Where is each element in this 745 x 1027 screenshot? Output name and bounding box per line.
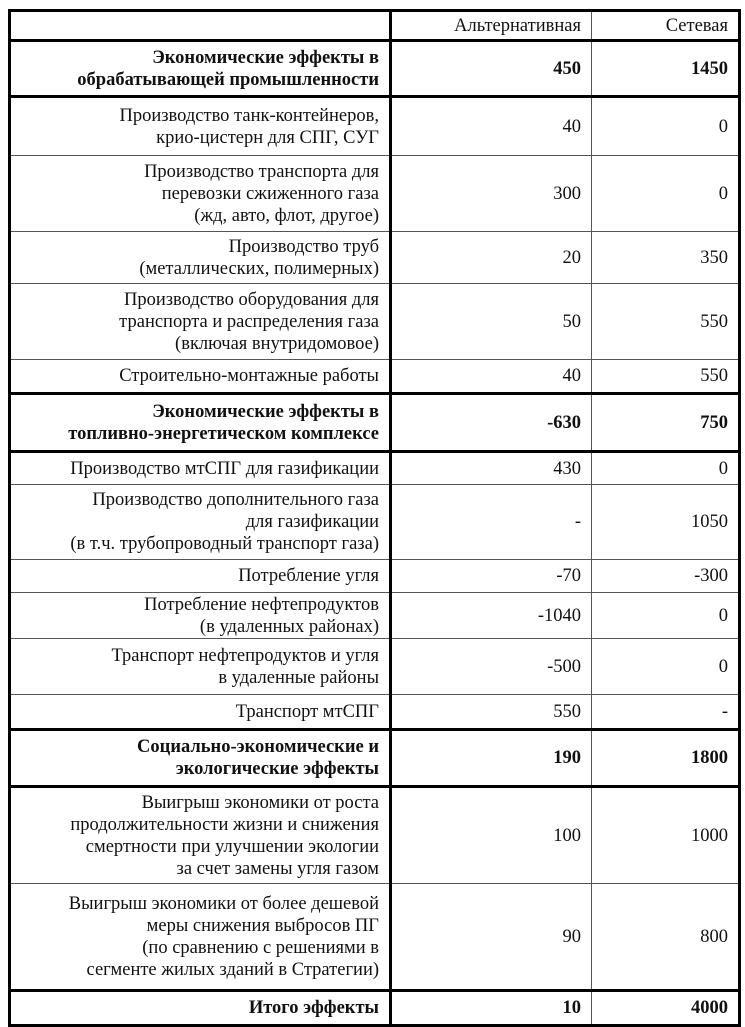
row-label-line: (в удаленных районах) — [199, 616, 379, 637]
row-label-line: Производство транспорта для — [144, 161, 379, 182]
network-value: 0 — [592, 593, 740, 639]
alternative-value: 100 — [391, 787, 592, 884]
row-label-line: Транспорт мтСПГ — [235, 701, 379, 722]
alternative-value: -630 — [391, 394, 592, 452]
network-value: 0 — [592, 639, 740, 695]
table-row — [10, 232, 740, 284]
row-label — [10, 991, 391, 1026]
network-value: 4000 — [592, 991, 740, 1026]
row-label-line: Производство мтСПГ для газификации — [70, 458, 379, 479]
alternative-value: 10 — [391, 991, 592, 1026]
table-row — [10, 97, 740, 156]
row-label — [10, 787, 391, 884]
row-label-line: Итого эффекты — [248, 998, 379, 1018]
row-label-line: Экономические эффекты в — [152, 401, 379, 422]
row-label-line: крио-цистерн для СПГ, СУГ — [156, 127, 379, 148]
row-label — [10, 485, 391, 560]
row-label — [10, 452, 391, 485]
row-label-line: за счет замены угля газом — [176, 858, 379, 879]
row-label-line: сегменте жилых зданий в Стратегии) — [86, 959, 379, 980]
row-label-line: для газификации — [245, 512, 379, 532]
alternative-value: -1040 — [391, 593, 592, 639]
network-value: 0 — [592, 452, 740, 485]
row-label-line: перевозки сжиженного газа — [161, 183, 379, 204]
row-label-line: в удаленные районы — [218, 667, 379, 688]
header-network: Сетевая — [592, 11, 740, 41]
row-label-line: Производство дополнительного газа — [92, 490, 379, 510]
table-row — [10, 485, 740, 560]
row-label — [10, 884, 391, 991]
table-row — [10, 787, 740, 884]
section-row — [10, 730, 740, 787]
table-row — [10, 156, 740, 232]
header-label-cell — [10, 11, 391, 41]
network-value: 0 — [592, 97, 740, 156]
row-label-line: смертности при улучшении экологии — [85, 836, 379, 857]
row-label — [10, 593, 391, 639]
row-label-line: Выигрыш экономики от более дешевой — [68, 893, 379, 914]
row-label — [10, 639, 391, 695]
table-row — [10, 695, 740, 730]
row-label-line: Социально-экономические и — [137, 737, 379, 757]
network-value: 1800 — [592, 730, 740, 787]
row-label-line: (включая внутридомовое) — [175, 333, 379, 354]
network-value: 1450 — [592, 41, 740, 97]
row-label — [10, 695, 391, 730]
alternative-value: - — [391, 485, 592, 560]
row-label-line: топливно-энергетическом комплексе — [68, 423, 379, 444]
network-value: 1000 — [592, 787, 740, 884]
alternative-value: 40 — [391, 97, 592, 156]
alternative-value: 430 — [391, 452, 592, 485]
alternative-value: 40 — [391, 360, 592, 394]
row-label — [10, 560, 391, 593]
alternative-value: 550 — [391, 695, 592, 730]
row-label-line: экологические эффекты — [175, 759, 379, 779]
table-row — [10, 884, 740, 991]
network-value: -300 — [592, 560, 740, 593]
row-label-line: (в т.ч. трубопроводный транспорт газа) — [70, 534, 379, 554]
row-label-line: транспорта и распределения газа — [119, 311, 379, 332]
table-header-row — [10, 11, 740, 41]
alternative-value: 20 — [391, 232, 592, 284]
network-value: 350 — [592, 232, 740, 284]
network-value: 1050 — [592, 485, 740, 560]
alternative-value: 50 — [391, 284, 592, 360]
row-label-line: Строительно-монтажные работы — [119, 366, 379, 386]
alternative-value: -500 — [391, 639, 592, 695]
row-label-line: Транспорт нефтепродуктов и угля — [111, 645, 379, 666]
alternative-value: 190 — [391, 730, 592, 787]
table-row — [10, 560, 740, 593]
alternative-value: 300 — [391, 156, 592, 232]
row-label-line: (металлических, полимерных) — [139, 258, 379, 279]
row-label-line: Потребление нефтепродуктов — [144, 594, 379, 615]
network-value: 750 — [592, 394, 740, 452]
row-label — [10, 360, 391, 394]
effects-table — [8, 9, 741, 1027]
row-label-line: (жд, авто, флот, другое) — [194, 205, 379, 226]
table-row — [10, 284, 740, 360]
row-label-line: Потребление угля — [238, 566, 379, 586]
row-label — [10, 97, 391, 156]
row-label — [10, 156, 391, 232]
row-label — [10, 41, 391, 97]
network-value: 550 — [592, 360, 740, 394]
section-row — [10, 394, 740, 452]
row-label-line: Экономические эффекты в — [152, 47, 379, 68]
alternative-value: 450 — [391, 41, 592, 97]
table-row — [10, 360, 740, 394]
row-label — [10, 730, 391, 787]
row-label-line: Производство оборудования для — [123, 289, 379, 310]
row-label-line: меры снижения выбросов ПГ — [146, 915, 379, 936]
network-value: - — [592, 695, 740, 730]
section-row — [10, 991, 740, 1026]
alternative-value: -70 — [391, 560, 592, 593]
network-value: 0 — [592, 156, 740, 232]
row-label-line: (по сравнению с решениями в — [142, 937, 379, 958]
table-row — [10, 452, 740, 485]
table-row — [10, 639, 740, 695]
network-value: 550 — [592, 284, 740, 360]
alternative-value: 90 — [391, 884, 592, 991]
table-row — [10, 593, 740, 639]
section-row — [10, 41, 740, 97]
header-alternative: Альтернативная — [391, 11, 592, 41]
row-label — [10, 284, 391, 360]
row-label — [10, 232, 391, 284]
row-label-line: Выигрыш экономики от роста — [141, 792, 379, 813]
row-label-line: продолжительности жизни и снижения — [70, 814, 379, 835]
row-label — [10, 394, 391, 452]
row-label-line: Производство танк-контейнеров, — [119, 105, 379, 126]
row-label-line: обрабатывающей промышленности — [77, 69, 379, 90]
network-value: 800 — [592, 884, 740, 991]
row-label-line: Производство труб — [228, 236, 379, 257]
